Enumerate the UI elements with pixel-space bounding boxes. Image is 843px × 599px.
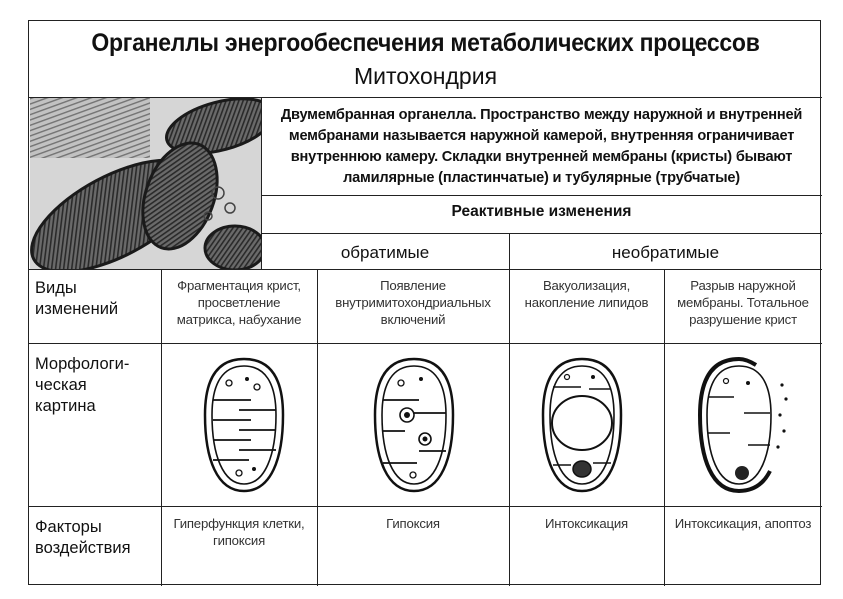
row-label-morphology — [35, 354, 129, 417]
cell-line: разрушение крист — [689, 312, 797, 327]
row-label-line: ческая — [35, 376, 87, 394]
divider — [29, 269, 822, 270]
cell-line: внутримитохондриальных — [335, 295, 491, 310]
change-type-cell — [664, 277, 822, 328]
cell-line: Интоксикация, апоптоз — [674, 516, 812, 531]
page-subtitle: Митохондрия — [353, 63, 498, 89]
row-label-line: Виды — [35, 279, 77, 297]
row-label-factors — [35, 517, 131, 559]
page-title: Органеллы энергообеспечения метаболических процессов — [91, 29, 760, 57]
mitochondrion-vacuole-drawing — [537, 355, 627, 495]
cell-line: гипоксия — [212, 533, 266, 548]
mitochondrion-inclusions-drawing — [369, 355, 459, 495]
divider — [261, 195, 822, 196]
row-label-line: картина — [35, 397, 96, 415]
mitochondrion-ruptured-drawing — [694, 355, 794, 495]
micrograph-image — [30, 98, 261, 269]
change-type-cell — [317, 277, 509, 328]
cell-line: матрикса, набухание — [176, 312, 302, 327]
cell-line: мембраны. Тотальное — [677, 295, 809, 310]
description-text — [261, 105, 822, 189]
row-label-line: Морфологи- — [35, 355, 130, 373]
description-line: Двумембранная органелла. Пространство между наружной и внутренней — [280, 107, 803, 123]
factor-cell — [509, 515, 664, 532]
factor-cell — [664, 515, 822, 532]
row-label-change-types — [35, 278, 118, 320]
change-type-cell — [509, 277, 664, 311]
cell-line: Фрагментация крист, — [177, 278, 301, 293]
description-line: ламилярные (пластинчатые) и тубулярные (трубчатые) — [343, 170, 740, 186]
reversible-header: обратимые — [340, 243, 430, 262]
cell-line: включений — [380, 312, 446, 327]
cell-line: Вакуолизация, — [542, 278, 631, 293]
mitochondria-table-sheet — [28, 20, 821, 585]
cell-line: накопление липидов — [524, 295, 649, 310]
mitochondrion-swollen-drawing — [199, 355, 289, 495]
cell-line: Гиперфункция клетки, — [173, 516, 305, 531]
irreversible-header: необратимые — [611, 243, 720, 262]
cell-line: Гипоксия — [386, 516, 440, 531]
row-label-line: изменений — [35, 300, 119, 318]
divider — [261, 233, 822, 234]
description-line: мембранами называется наружной камерой, внутренняя ограничивает — [288, 128, 795, 144]
cell-line: Разрыв наружной — [690, 278, 796, 293]
cell-line: Интоксикация — [545, 516, 628, 531]
cell-line: Появление — [380, 278, 446, 293]
divider — [29, 343, 822, 344]
change-type-cell — [161, 277, 317, 328]
row-label-line: Факторы — [35, 518, 102, 536]
row-label-line: воздействия — [35, 539, 131, 557]
factor-cell — [161, 515, 317, 549]
description-line: внутреннюю камеру. Складки внутренней мембраны (кристы) бывают — [290, 149, 793, 165]
divider — [29, 506, 822, 507]
cell-line: просветление — [197, 295, 281, 310]
factor-cell — [317, 515, 509, 532]
reactive-changes-header: Реактивные изменения — [451, 203, 632, 220]
